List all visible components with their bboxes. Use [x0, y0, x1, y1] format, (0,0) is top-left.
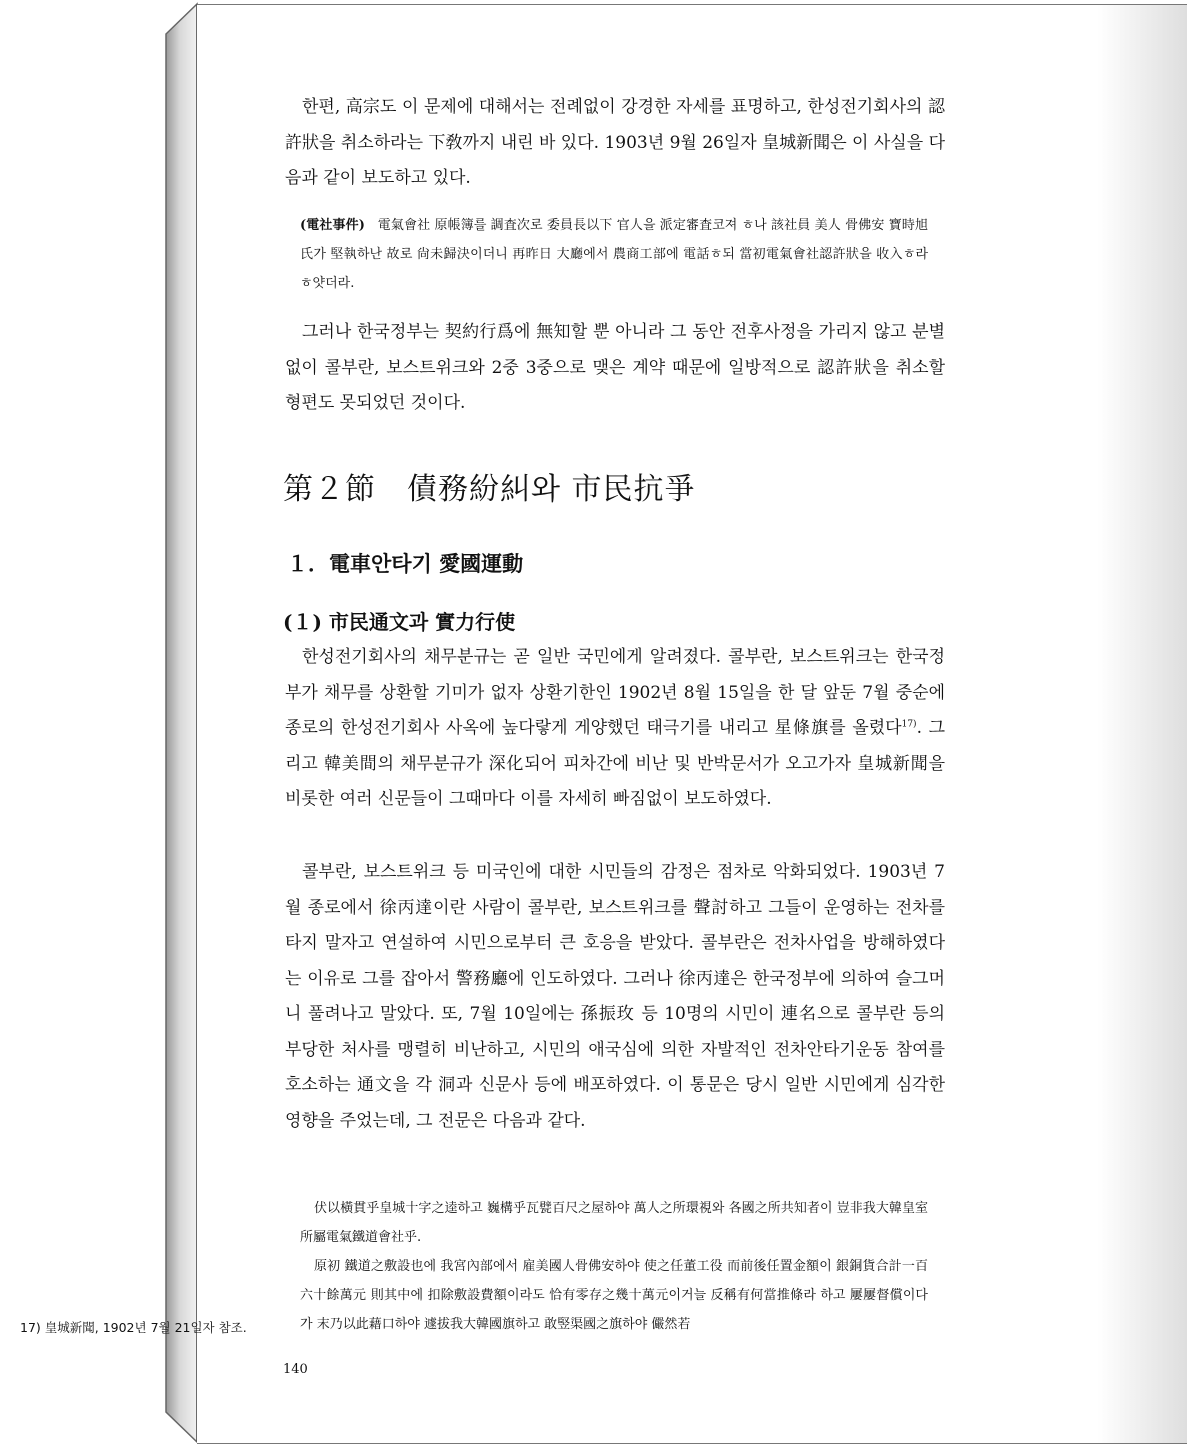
quote-electric-company — [300, 211, 928, 298]
page-shadow — [1097, 5, 1187, 1443]
quote-circular-p2: 原初 鐵道之敷設也에 我宮內部에서 雇美國人骨佛安하야 使之任董工役 而前後任置金額이 銀銅貨合計一百六十餘萬元 則其中에 扣除敷設費額이라도 恰有零存之幾十萬元이거늘 反稱有何當推條라 하고 屢屢督償이다가 末乃以此藉口하야 遽拔我大韓國旗하고 敢竪渠國之旗하야 儼然若 — [300, 1259, 928, 1332]
paragraph-3-part-a: 한성전기회사의 채무분규는 곧 일반 국민에게 알려졌다. 콜부란, 보스트위크는 한국정부가 채무를 상환할 기미가 없자 상환기한인 1902년 8월 15일을 한 달 앞둔 7월 중순에 종로의 한성전기회사 사옥에 높다랗게 게양했던 태극기를 내리고 星條旗를 올렸다 — [285, 647, 945, 738]
subsubsection-title: (１) 市民通文과 實力行使 — [283, 610, 516, 634]
paragraph-3 — [285, 640, 945, 818]
quote-circular-letter — [300, 1194, 928, 1339]
footnote: 17) 皇城新聞, 1902년 7월 21일자 참조. — [20, 1320, 247, 1335]
subsection-title: １．電車안타기 愛國運動 — [287, 552, 524, 576]
page-number: 140 — [283, 1362, 308, 1377]
paragraph-1: 한편, 高宗도 이 문제에 대해서는 전례없이 강경한 자세를 표명하고, 한성전기회사의 認許狀을 취소하라는 下敎까지 내린 바 있다. 1903년 9월 26일자 皇城新聞은 이 사실을 다음과 같이 보도하고 있다. — [285, 97, 945, 188]
quote-heading: (電社事件) — [300, 218, 365, 233]
footnote-ref: 17) — [901, 719, 917, 730]
paragraph-4: 콜부란, 보스트위크 등 미국인에 대한 시민들의 감정은 점차로 악화되었다. 1903년 7월 종로에서 徐丙達이란 사람이 콜부란, 보스트위크를 聲討하고 그들이 운영하는 전차를 타지 말자고 연설하여 시민으로부터 큰 호응을 받았다. 콜부란은 전차사업을 방해하였다는 이유로 그를 잡아서 警務廳에 인도하였다. 그러나 徐丙達은 한국정부에 의하여 슬그머니 풀려나고 말았다. 또, 7월 10일에는 孫振玫 등 10명의 시민이 連名으로 콜부란 등의 부당한 처사를 맹렬히 비난하고, 시민의 애국심에 의한 자발적인 전차안타기운동 참여를 호소하는 通文을 각 洞과 신문사 등에 배포하였다. 이 통문은 당시 일반 시민에게 심각한 영향을 주었는데, 그 전문은 다음과 같다. — [285, 862, 945, 1131]
quote-body: 電氣會社 原帳簿를 調査次로 委員長以下 官人을 派定審査코져 ㅎ나 該社員 美人 骨佛安 寶時旭氏가 堅執하난 故로 尙未歸決이더니 再昨日 大廳에서 農商工部에 電話ㅎ되 當初電氣會社認許狀을 收入ㅎ라 ㅎ얏더라. — [300, 218, 928, 291]
paragraph-3-part-b: . 그리고 韓美間의 채무분규가 深化되어 피차간에 비난 및 반박문서가 오고가자 皇城新聞을 비롯한 여러 신문들이 그때마다 이를 자세히 빠짐없이 보도하였다. — [285, 718, 945, 809]
book-spine — [0, 0, 200, 1446]
paragraph-2: 그러나 한국정부는 契約行爲에 無知할 뿐 아니라 그 동안 전후사정을 가리지 않고 분별없이 콜부란, 보스트위크와 2중 3중으로 맺은 계약 때문에 일방적으로 認許狀을 취소할 형편도 못되었던 것이다. — [285, 322, 945, 413]
quote-circular-p1: 伏以橫貫乎皇城十字之逵하고 巍構乎瓦甓百尺之屋하야 萬人之所環視와 各國之所共知者이 豈非我大韓皇室所屬電氣鐵道會社乎. — [300, 1201, 928, 1245]
section-title: 第２節 債務紛糾와 市民抗爭 — [283, 472, 696, 507]
